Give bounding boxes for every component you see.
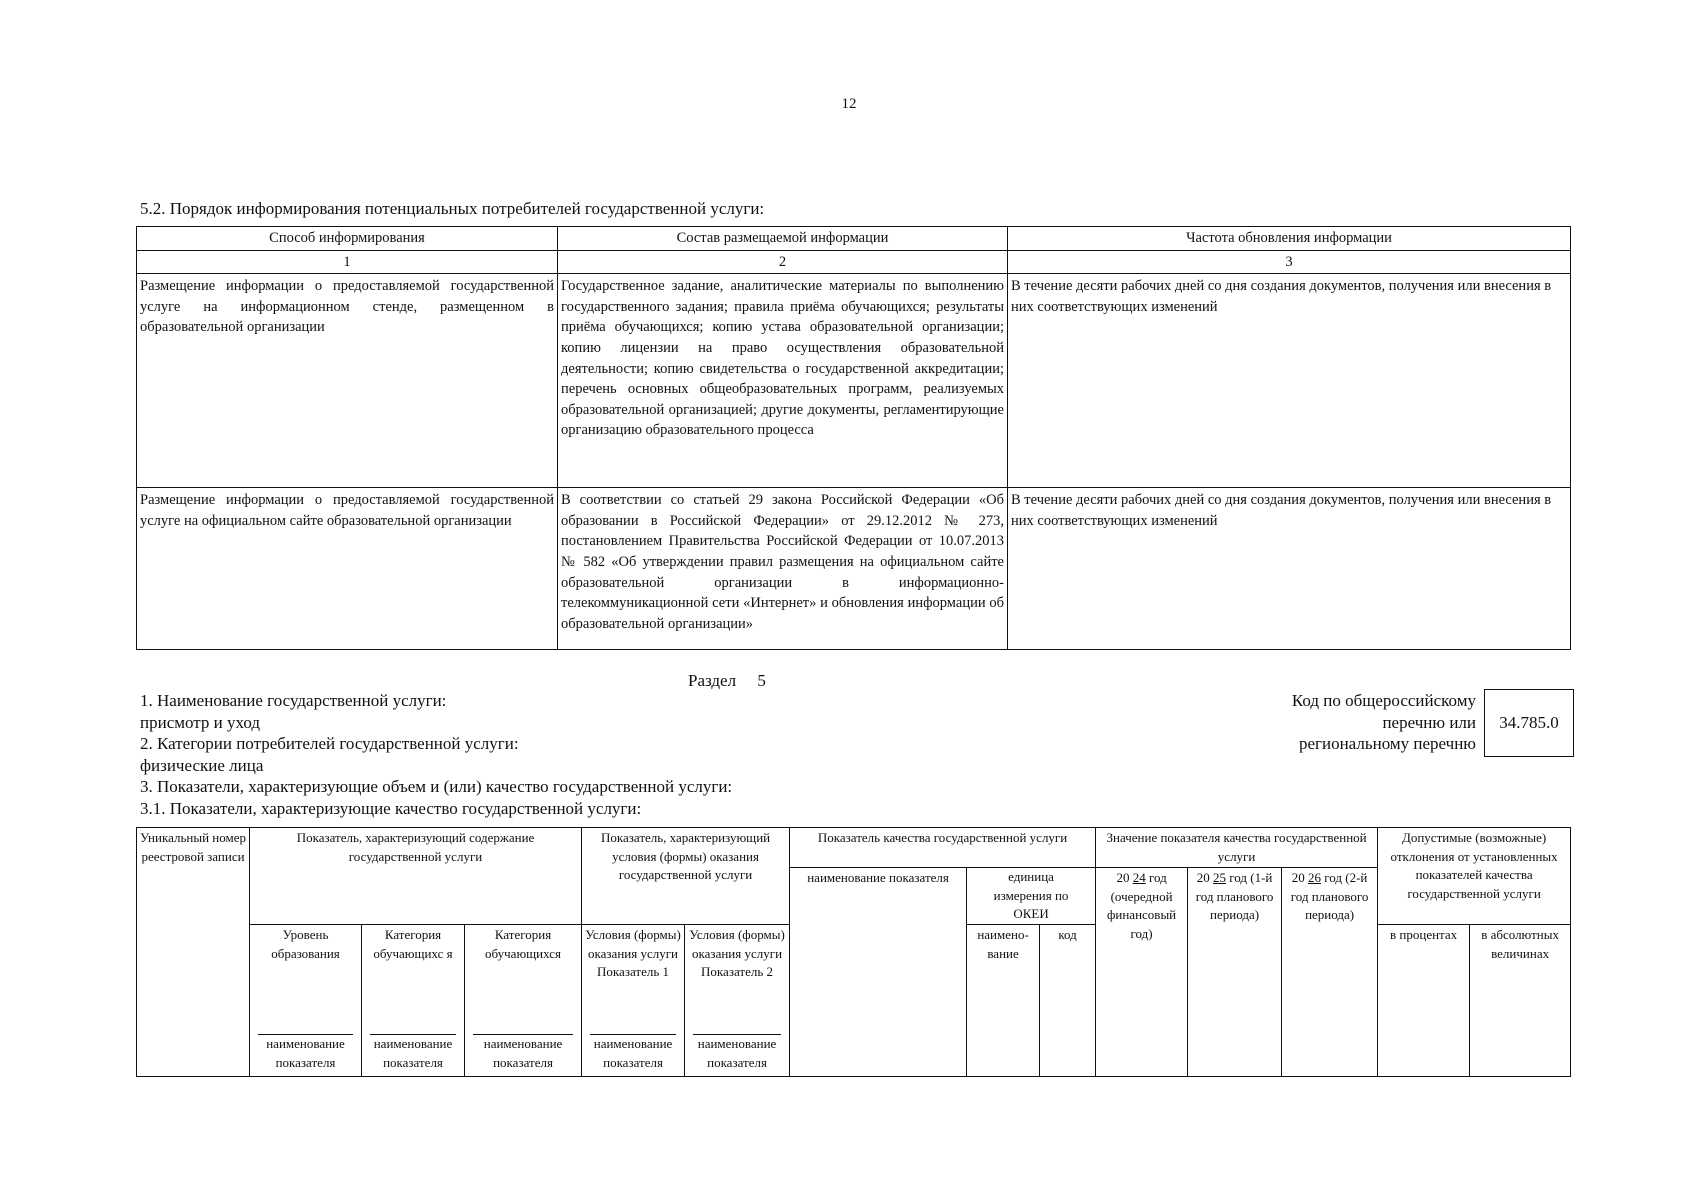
informing-row bbox=[137, 274, 1571, 488]
year-prefix: 20 bbox=[1196, 870, 1210, 886]
code-label-line: перечню или bbox=[1382, 712, 1476, 732]
year-caption: год (2-й год планового периода) bbox=[1290, 870, 1369, 923]
quality-indicators-heading: 3.1. Показатели, характеризующие качество государственной услуги: bbox=[140, 798, 642, 818]
sub-category1-header bbox=[362, 924, 465, 1076]
okei-unit-header: единица измерения по ОКЕИ bbox=[967, 868, 1096, 925]
year-number: 26 bbox=[1308, 870, 1322, 886]
indicator-name-caption: наименование показателя bbox=[693, 1034, 781, 1072]
col-number-3: 3 bbox=[1008, 250, 1571, 274]
page-number: 12 bbox=[841, 96, 857, 112]
sub-header-text: Условия (формы) оказания услуги Показатель 1 bbox=[585, 926, 681, 980]
consumer-category-label: 2. Категории потребителей государственной услуги: bbox=[140, 734, 519, 753]
year-number: 25 bbox=[1213, 870, 1226, 886]
year-caption: год (1-й год планового периода) bbox=[1195, 870, 1274, 923]
col-number-2: 2 bbox=[558, 250, 1008, 274]
service-name-value: присмотр и уход bbox=[140, 712, 261, 732]
year-prefix: 20 bbox=[1116, 870, 1130, 886]
indicator-name-caption: наименование показателя bbox=[590, 1034, 676, 1072]
in-absolute-header: в абсолютных величинах bbox=[1470, 924, 1571, 1076]
okei-name-header: наимено- вание bbox=[967, 924, 1040, 1076]
section-title: Раздел 5 bbox=[688, 671, 766, 690]
content-cell: Государственное задание, аналитические материалы по выполнению государственного задания; правила приёма обучающихся; результаты приёма обучающихся; копию устава образовательной организации; копию лицензии на право осуществления образовательной деятельности; копию свидетельства о государственной аккредитации; перечень основных общеобразовательных программ, реализуемых образовательной организацией; другие документы, регламентирующие организацию образовательного процесса bbox=[558, 274, 1008, 488]
frequency-cell: В течение десяти рабочих дней со дня создания документов, получения или внесения в них соответствующих изменений bbox=[1008, 488, 1571, 650]
method-cell: Размещение информации о предоставляемой государственной услуге на информационном стенде, размещенном в образовательной организации bbox=[137, 274, 558, 488]
deviations-header: Допустимые (возможные) отклонения от установленных показателей качества государственной услуги bbox=[1378, 828, 1571, 925]
sub-header-text: Условия (формы) оказания услуги Показатель 2 bbox=[689, 926, 785, 980]
code-value: 34.785.0 bbox=[1499, 713, 1559, 732]
conditions-indicator-header: Показатель, характеризующий условия (формы) оказания государственной услуги bbox=[582, 828, 790, 925]
year-caption: год (очередной финансовый год) bbox=[1106, 870, 1177, 941]
okei-code-header: код bbox=[1040, 924, 1096, 1076]
informing-header-row bbox=[137, 227, 1571, 251]
quality-value-header: Значение показателя качества государственной услуги bbox=[1096, 828, 1378, 868]
quality-indicator-header: Показатель качества государственной услуги bbox=[790, 828, 1096, 868]
sub-cond1-header bbox=[582, 924, 685, 1076]
code-value-box bbox=[1484, 689, 1574, 757]
indicator-name-caption: наименование показателя bbox=[370, 1034, 456, 1072]
service-info-block bbox=[140, 690, 1040, 819]
indicator-name-caption: наименование показателя bbox=[473, 1034, 573, 1072]
indicator-name-header: наименование показателя bbox=[790, 868, 967, 1077]
sub-cond2-header bbox=[685, 924, 790, 1076]
quality-indicators-table bbox=[136, 827, 1571, 1077]
frequency-cell: В течение десяти рабочих дней со дня создания документов, получения или внесения в них соответствующих изменений bbox=[1008, 274, 1571, 488]
code-label bbox=[1292, 690, 1476, 755]
header-frequency: Частота обновления информации bbox=[1008, 227, 1571, 251]
consumer-category-value: физические лица bbox=[140, 755, 264, 775]
sub-header-text: Уровень образования bbox=[271, 926, 340, 961]
informing-table bbox=[136, 226, 1571, 650]
indicator-name-caption: наименование показателя bbox=[258, 1034, 353, 1072]
year-number: 24 bbox=[1132, 870, 1146, 886]
col-number-1: 1 bbox=[137, 250, 558, 274]
sub-level-header bbox=[250, 924, 362, 1076]
sub-header-text: Категория обучающихс я bbox=[373, 926, 453, 961]
year-2025-header bbox=[1188, 868, 1282, 1077]
service-name-label: 1. Наименование государственной услуги: bbox=[140, 691, 447, 710]
in-percent-header: в процентах bbox=[1378, 924, 1470, 1076]
year-2026-header bbox=[1282, 868, 1378, 1077]
year-2024-header bbox=[1096, 868, 1188, 1077]
unique-number-header: Уникальный номер реестровой записи bbox=[137, 828, 250, 1077]
informing-row bbox=[137, 488, 1571, 650]
indicators-heading: 3. Показатели, характеризующие объем и (или) качество государственной услуги: bbox=[140, 777, 733, 796]
year-prefix: 20 bbox=[1291, 870, 1305, 886]
code-label-line: Код по общероссийскому bbox=[1291, 691, 1476, 710]
informing-number-row bbox=[137, 250, 1571, 274]
method-cell: Размещение информации о предоставляемой государственной услуге на официальном сайте образовательной организации bbox=[137, 488, 558, 650]
table2-header-row-1 bbox=[137, 828, 1571, 868]
section-52-heading: 5.2. Порядок информирования потенциальных потребителей государственной услуги: bbox=[140, 199, 765, 218]
content-indicator-header: Показатель, характеризующий содержание государственной услуги bbox=[250, 828, 582, 925]
sub-header-text: Категория обучающихся bbox=[485, 926, 561, 961]
sub-category2-header bbox=[465, 924, 582, 1076]
code-label-line: региональному перечню bbox=[1298, 734, 1476, 753]
header-method: Способ информирования bbox=[137, 227, 558, 251]
content-cell: В соответствии со статьей 29 закона Российской Федерации «Об образовании в Российской Федерации» от 29.12.2012 № 273, постановлением Правительства Российской Федерации от 10.07.2013 № 582 «Об утверждении правил размещения на официальном сайте образовательной организации в информационно-телекоммуникационной сети «Интернет» и обновления информации об образовательной организации» bbox=[558, 488, 1008, 650]
header-content: Состав размещаемой информации bbox=[558, 227, 1008, 251]
